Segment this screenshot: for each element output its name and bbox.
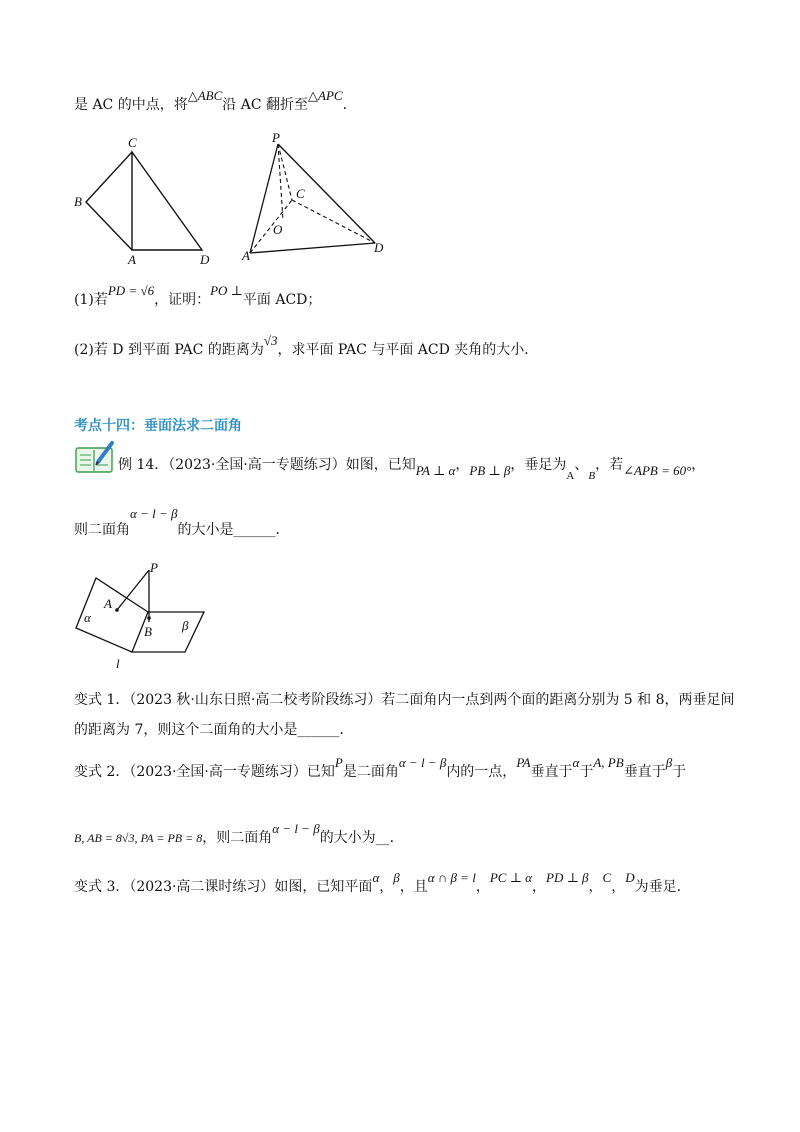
variant-2-line-1 <box>74 755 687 782</box>
v2-math-ab: B, AB = 8√3, PA = PB = 8 <box>74 831 203 845</box>
example-14-line-2 <box>74 506 280 540</box>
v2-text-8: ，则二面角 <box>202 830 273 846</box>
ex14-text-3: ，垂足为 <box>510 457 567 473</box>
ex14-math-pb: PB ⊥ β <box>469 463 511 478</box>
v3-math-c: C <box>602 870 612 885</box>
v3-math-alpha: α <box>372 870 380 885</box>
fig2-label-d: D <box>374 240 384 255</box>
q1-math-pd: PD = √6 <box>107 283 155 298</box>
q1-text-2: ，证明： <box>154 292 211 308</box>
intro-text-2: 沿 AC 翻折至 <box>222 97 309 113</box>
ex14-math-pa: PA ⊥ α <box>415 463 456 478</box>
book-pencil-icon <box>74 440 116 474</box>
v2-math-beta: β <box>665 755 673 770</box>
q1-math-po: PO ⊥ <box>210 283 243 298</box>
intro-text-1: 是 AC 的中点，将 <box>74 97 188 113</box>
fig3-label-beta: β <box>182 618 189 633</box>
q2-math-sqrt3: √3 <box>263 333 278 348</box>
v3-math-pd: PD ⊥ β <box>546 870 589 885</box>
v2-math-apb: A, PB <box>593 755 624 770</box>
v3-text-7: ， <box>611 879 626 895</box>
fig3-label-p: P <box>150 560 158 575</box>
ex14-text-7: 则二面角 <box>74 522 130 538</box>
fig3-label-a: A <box>104 596 112 611</box>
variant-1-line-2: 的距离为 7，则这个二面角的大小是______. <box>74 722 344 738</box>
q2-text-1: (2)若 D 到平面 PAC 的距离为 <box>74 342 264 358</box>
intro-line <box>74 88 348 115</box>
ex14-text-1: 例 14．（2023·全国·高一专题练习）如图，已知 <box>118 457 416 473</box>
v3-text-6: ， <box>588 879 603 895</box>
variant-2-line-2 <box>74 821 395 848</box>
ex14-math-a: A <box>566 470 575 482</box>
ex14-text-5: ，若 <box>595 457 624 473</box>
q2-text-2: ，求平面 PAC 与平面 ACD 夹角的大小. <box>277 342 529 358</box>
fig1-label-a: A <box>128 252 136 267</box>
fig2-label-o: O <box>273 222 283 237</box>
intro-text-3: . <box>342 97 348 113</box>
v3-math-d: D <box>625 870 635 885</box>
v2-text-5: 于 <box>579 764 594 780</box>
ex14-text-6: ， <box>691 457 706 473</box>
v2-text-4: 垂直于 <box>530 764 573 780</box>
fig3-label-l: l <box>116 656 120 671</box>
v3-math-pc: PC ⊥ α <box>489 870 532 885</box>
triangle-apc: △APC <box>308 88 343 103</box>
fig1-label-d: D <box>200 252 210 267</box>
v2-math-dihedral-2: α − l − β <box>272 821 320 836</box>
v2-text-2: 是二面角 <box>342 764 399 780</box>
v3-text-3: ，且 <box>399 879 428 895</box>
q1-text-1: (1)若 <box>74 292 108 308</box>
triangle-abc: △ABC <box>187 88 223 103</box>
v3-text-1: 变式 3．（2023·高二课时练习）如图，已知平面 <box>74 879 373 895</box>
v2-text-6: 垂直于 <box>623 764 666 780</box>
v3-math-beta: β <box>393 870 400 885</box>
variant-1-line-1: 变式 1．（2023 秋·山东日照·高二校考阶段练习）若二面角内一点到两个面的距离分别为 5 和 8，两垂足间 <box>74 692 735 708</box>
v3-text-4: ， <box>475 879 490 895</box>
v3-text-2: ， <box>379 879 394 895</box>
ex14-math-angle: ∠APB = 60° <box>623 463 692 478</box>
v3-math-intersection: α ∩ β = l <box>427 870 476 885</box>
example-14-line-1 <box>118 455 706 482</box>
v2-math-alpha: α <box>572 755 580 770</box>
q1-text-3: 平面 ACD； <box>242 292 322 308</box>
v3-text-8: 为垂足. <box>634 879 682 895</box>
question-2 <box>74 333 529 360</box>
ex14-text-2: ， <box>455 457 470 473</box>
v2-text-1: 变式 2．（2023·全国·高一专题练习）已知 <box>74 764 335 780</box>
fig2-label-p: P <box>272 130 280 145</box>
fig3-label-alpha: α <box>84 610 91 625</box>
fig2-label-a: A <box>242 248 250 263</box>
ex14-math-b: B <box>588 470 596 482</box>
fig1-label-c: C <box>128 135 137 150</box>
figure-dihedral-angle <box>70 560 220 675</box>
fig1-label-b: B <box>74 194 82 209</box>
ex14-text-4: 、 <box>574 457 589 473</box>
figure-tetrahedron <box>240 128 400 263</box>
v3-text-5: ， <box>532 879 546 895</box>
ex14-math-dihedral: α − l − β <box>130 506 178 521</box>
question-1 <box>74 283 322 310</box>
fig2-label-c: C <box>296 186 305 201</box>
v2-text-7: 于 <box>672 764 687 780</box>
v2-math-pa: PA <box>516 755 531 770</box>
v2-text-3: 内的一点， <box>446 764 517 780</box>
fig3-label-b: B <box>144 624 152 639</box>
v2-math-dihedral: α − l − β <box>398 755 447 770</box>
ex14-text-8: 的大小是______. <box>177 522 280 538</box>
figure-quadrilateral <box>70 132 220 267</box>
section-heading: 考点十四：垂面法求二面角 <box>74 418 242 434</box>
variant-3-line <box>74 870 682 897</box>
v2-math-p: P <box>334 755 343 770</box>
v2-text-9: 的大小为__. <box>319 830 395 846</box>
